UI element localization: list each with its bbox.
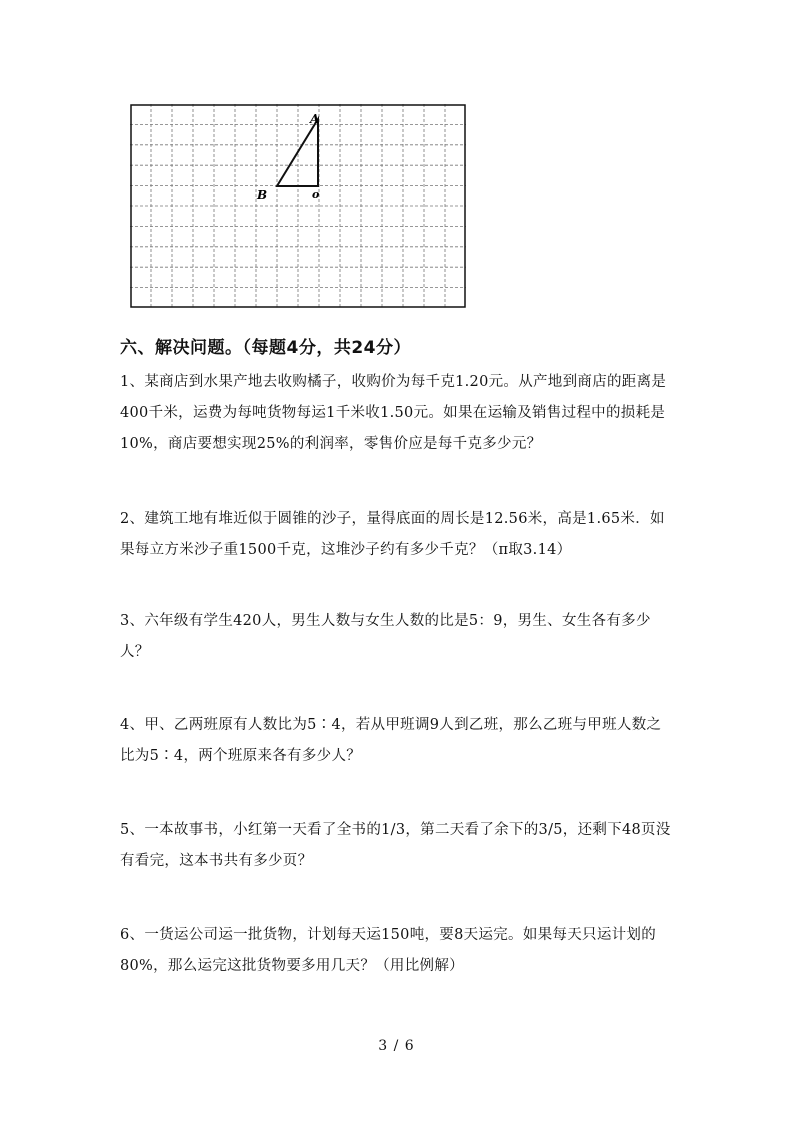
grid-figure [130,104,466,308]
grid-diagram [130,104,466,308]
problem-6: 6、一货运公司运一批货物，计划每天运150吨，要8天运完。如果每天只运计划的80%，那么运完这批货物要多用几天？（用比例解） [120,927,657,974]
point-label-a: A [310,112,320,126]
point-label-b: B [257,188,268,202]
problem-2: 2、建筑工地有堆近似于圆锥的沙子，量得底面的周长是12.56米，高是1.65米．如果每立方米沙子重1500千克，这堆沙子约有多少千克？（π取3.14） [120,511,665,558]
triangle-ABO [277,119,318,186]
problem-1: 1、某商店到水果产地去收购橘子，收购价为每千克1.20元。从产地到商店的距离是400千米，运费为每吨货物每运1千米收1.50元。如果在运输及销售过程中的损耗是10%，商店要想实现25%的利润率，零售价应是每千克多少元？ [120,374,667,452]
problem-4: 4、甲、乙两班原有人数比为5∶4，若从甲班调9人到乙班，那么乙班与甲班人数之比为5∶4，两个班原来各有多少人？ [120,717,662,764]
point-label-o: o [312,188,320,201]
page-number: 3 / 6 [378,1038,415,1054]
problem-5: 5、一本故事书，小红第一天看了全书的1/3，第二天看了余下的3/5，还剩下48页没有看完，这本书共有多少页？ [120,822,671,869]
section-title: 六、解决问题。（每题4分，共24分） [120,338,411,358]
grid-lines [130,104,466,308]
problem-3: 3、六年级有学生420人，男生人数与女生人数的比是5：9，男生、女生各有多少人？ [120,613,651,660]
